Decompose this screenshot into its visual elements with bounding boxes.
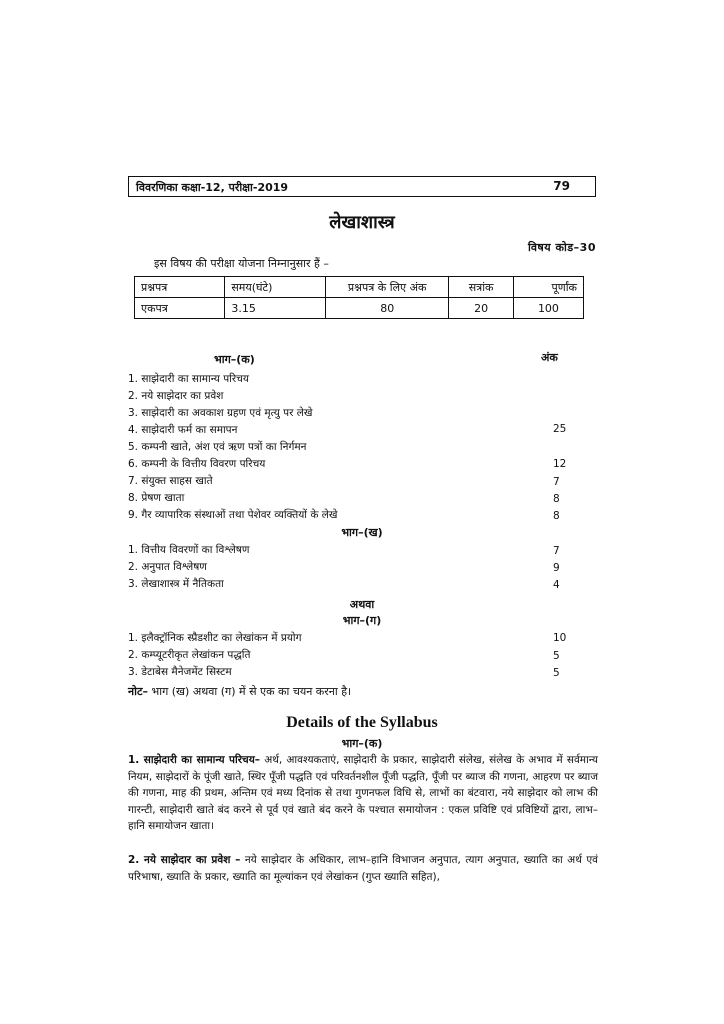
table-header-cell: प्रश्नपत्र [135, 277, 225, 298]
list-item: 3. डेटाबेस मैनेजमेंट सिस्टम [128, 666, 232, 678]
table-header-cell: सत्रांक [449, 277, 514, 298]
table-cell: एकपत्र [135, 298, 225, 319]
table-header-row [135, 277, 584, 298]
list-item: 2. अनुपात विश्लेषण [128, 561, 207, 573]
header-text: विवरणिका कक्षा-12, परीक्षा-2019 [136, 181, 289, 194]
table-header-cell: प्रश्नपत्र के लिए अंक [326, 277, 449, 298]
page-header [128, 176, 596, 197]
table-row [135, 298, 584, 319]
item-marks: 5 [553, 667, 560, 679]
item-marks: 7 [553, 476, 560, 488]
list-item: 3. साझेदारी का अवकाश ग्रहण एवं मृत्यु पर लेखे [128, 407, 313, 419]
item-marks: 9 [553, 562, 560, 574]
part-c-heading: भाग–(ग) [342, 614, 382, 627]
table-header-cell: समय(घंटे) [225, 277, 326, 298]
paragraph-label: 1. साझेदारी का सामान्य परिचय– [128, 754, 261, 766]
table-cell: 3.15 [225, 298, 326, 319]
list-item: 2. नये साझेदार का प्रवेश [128, 390, 224, 402]
item-marks: 10 [553, 632, 567, 644]
table-cell: 20 [449, 298, 514, 319]
list-item: 8. प्रेषण खाता [128, 492, 185, 504]
item-marks: 25 [553, 423, 567, 435]
item-marks: 12 [553, 458, 567, 470]
list-item: 3. लेखाशास्त्र में नैतिकता [128, 578, 224, 590]
list-item: 1. इलैक्ट्रॉनिक स्प्रैडशीट का लेखांकन में प्रयोग [128, 632, 302, 644]
subject-code: विषय कोड–30 [527, 241, 596, 254]
list-item: 6. कम्पनी के वित्तीय विवरण परिचय [128, 458, 266, 470]
selection-note [128, 684, 351, 699]
table-cell: 100 [513, 298, 583, 319]
list-item: 2. कम्प्यूटरीकृत लेखांकन पद्धति [128, 649, 251, 661]
exam-scheme-table [134, 276, 584, 319]
list-item: 4. साझेदारी फर्म का समापन [128, 424, 238, 436]
note-text: भाग (ख) अथवा (ग) में से एक का चयन करना है। [148, 685, 352, 698]
table-cell: 80 [326, 298, 449, 319]
details-title: Details of the Syllabus [286, 714, 438, 731]
page-title: लेखाशास्त्र [329, 212, 395, 233]
item-marks: 5 [553, 650, 560, 662]
item-marks: 8 [553, 510, 560, 522]
page-number: 79 [553, 179, 570, 193]
intro-text: इस विषय की परीक्षा योजना निम्नानुसार हैं – [154, 257, 329, 270]
list-item: 5. कम्पनी खाते, अंश एवं ऋण पत्रों का निर्गमन [128, 441, 307, 453]
marks-heading: अंक [541, 351, 558, 364]
or-text: अथवा [349, 598, 375, 611]
note-label: नोट– [128, 685, 148, 698]
part-b-heading: भाग–(ख) [341, 526, 383, 539]
table-header-cell: पूर्णांक [513, 277, 583, 298]
list-item: 1. वित्तीय विवरणों का विश्लेषण [128, 544, 250, 556]
list-item: 9. गैर व्यापारिक संस्थाओं तथा पेशेवर व्यक्तियों के लेखे [128, 509, 338, 521]
syllabus-paragraph-1 [128, 752, 598, 835]
details-part-heading: भाग–(क) [341, 737, 383, 750]
item-marks: 4 [553, 579, 560, 591]
item-marks: 7 [553, 545, 560, 557]
list-item: 7. संयुक्त साहस खाते [128, 475, 213, 487]
paragraph-text: अर्थ, आवश्यकताएं, साझेदारी के प्रकार, साझेदारी संलेख, संलेख के अभाव में सर्वमान्य नियम, साझेदारों के पूंजी खाते, स्थिर पूँजी पद्धति एवं परिवर्तनशील पूँजी पद्धति, पूँजी पर ब्याज की गणना, आहरण पर ब्याज की गणना, माह की प्रथम, अन्तिम एवं मध्य दिनांक से तथा गुणनफल विधि से, लाभों का बंटवारा, नये साझेदार को लाभ की गारन्टी, साझेदारी खाते बंद करने से पूर्व एवं खाते बंद करने के पश्चात समायोजन : एकल प्रविष्टि एवं प्रविष्टियों द्वारा, लाभ–हानि समायोजन खाता। [128, 754, 598, 832]
paragraph-text: नये साझेदार के अधिकार, लाभ–हानि विभाजन अनुपात, त्याग अनुपात, ख्याति का अर्थ एवं परिभाषा, ख्याति के प्रकार, ख्याति का मूल्यांकन एवं लेखांकन (गुप्त ख्याति सहित), [128, 854, 598, 883]
list-item: 1. साझेदारी का सामान्य परिचय [128, 373, 249, 385]
item-marks: 8 [553, 493, 560, 505]
part-a-heading: भाग–(क) [214, 353, 255, 366]
paragraph-label: 2. नये साझेदार का प्रवेश – [128, 854, 241, 866]
syllabus-paragraph-2 [128, 852, 598, 885]
